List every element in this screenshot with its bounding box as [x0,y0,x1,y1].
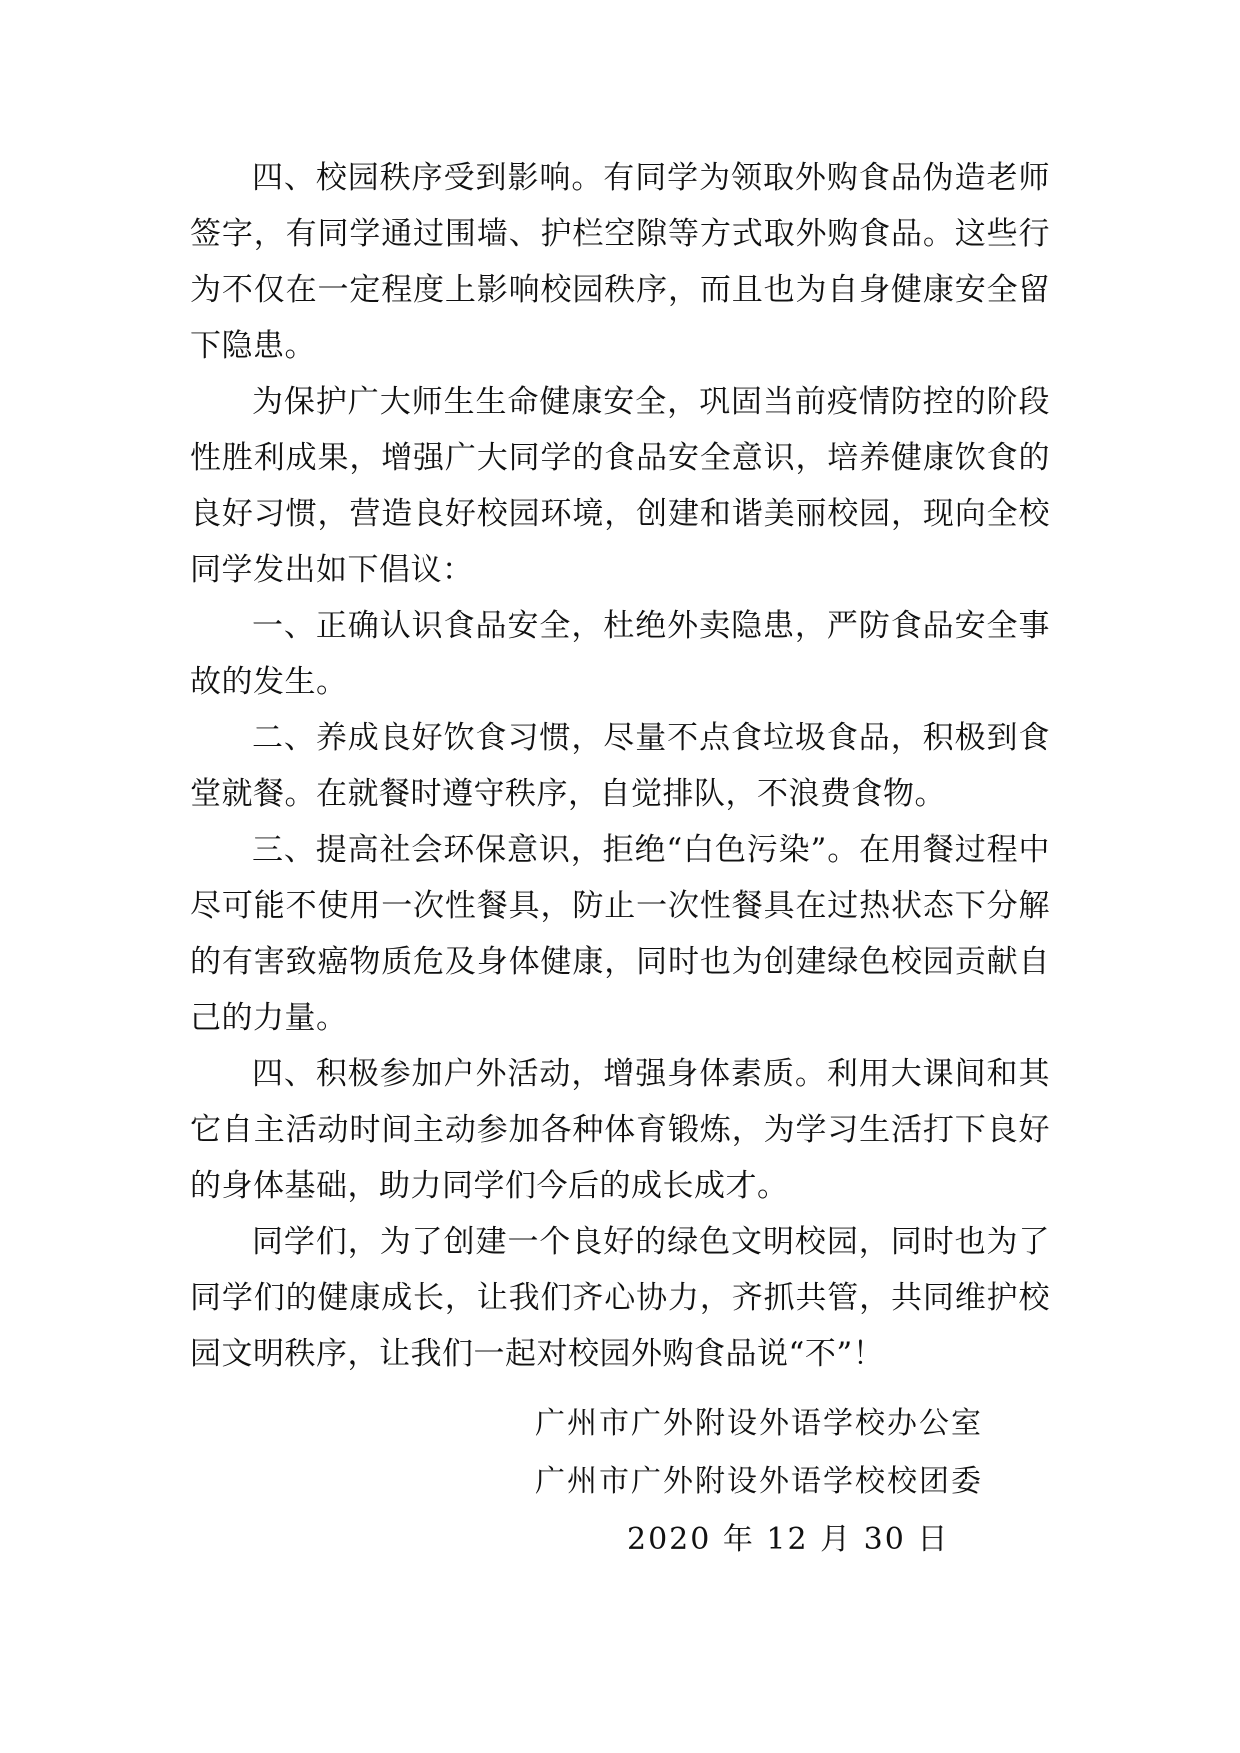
signature-block [535,1395,1015,1569]
body-text [190,150,1050,1382]
paragraph-outdoor-activity: 四、积极参加户外活动，增强身体素质。利用大课间和其它自主活动时间主动参加各种体育锻炼，为学习生活打下良好的身体基础，助力同学们今后的成长成才。 [190,1056,1050,1204]
paragraph-closing: 同学们，为了创建一个良好的绿色文明校园，同时也为了同学们的健康成长，让我们齐心协力，齐抓共管，共同维护校园文明秩序，让我们一起对校园外购食品说“不”！ [190,1224,1050,1372]
signature-office: 广州市广外附设外语学校办公室 [535,1406,983,1441]
signature-date: 2020 年 12 月 30 日 [627,1522,950,1557]
paragraph-initiative-intro: 为保护广大师生生命健康安全，巩固当前疫情防控的阶段性胜利成果，增强广大同学的食品安全意识，培养健康饮食的良好习惯，营造良好校园环境，创建和谐美丽校园，现向全校同学发出如下倡议： [190,384,1050,588]
paragraph-food-safety: 一、正确认识食品安全，杜绝外卖隐患，严防食品安全事故的发生。 [190,608,1050,700]
signature-league: 广州市广外附设外语学校校团委 [535,1464,983,1499]
paragraph-campus-order: 四、校园秩序受到影响。有同学为领取外购食品伪造老师签字，有同学通过围墙、护栏空隙等方式取外购食品。这些行为不仅在一定程度上影响校园秩序，而且也为自身健康安全留下隐患。 [190,160,1050,364]
paragraph-environment: 三、提高社会环保意识，拒绝“白色污染”。在用餐过程中尽可能不使用一次性餐具，防止一次性餐具在过热状态下分解的有害致癌物质危及身体健康，同时也为创建绿色校园贡献自己的力量。 [190,832,1050,1036]
paragraph-eating-habits: 二、养成良好饮食习惯，尽量不点食垃圾食品，积极到食堂就餐。在就餐时遵守秩序，自觉排队，不浪费食物。 [190,720,1050,812]
